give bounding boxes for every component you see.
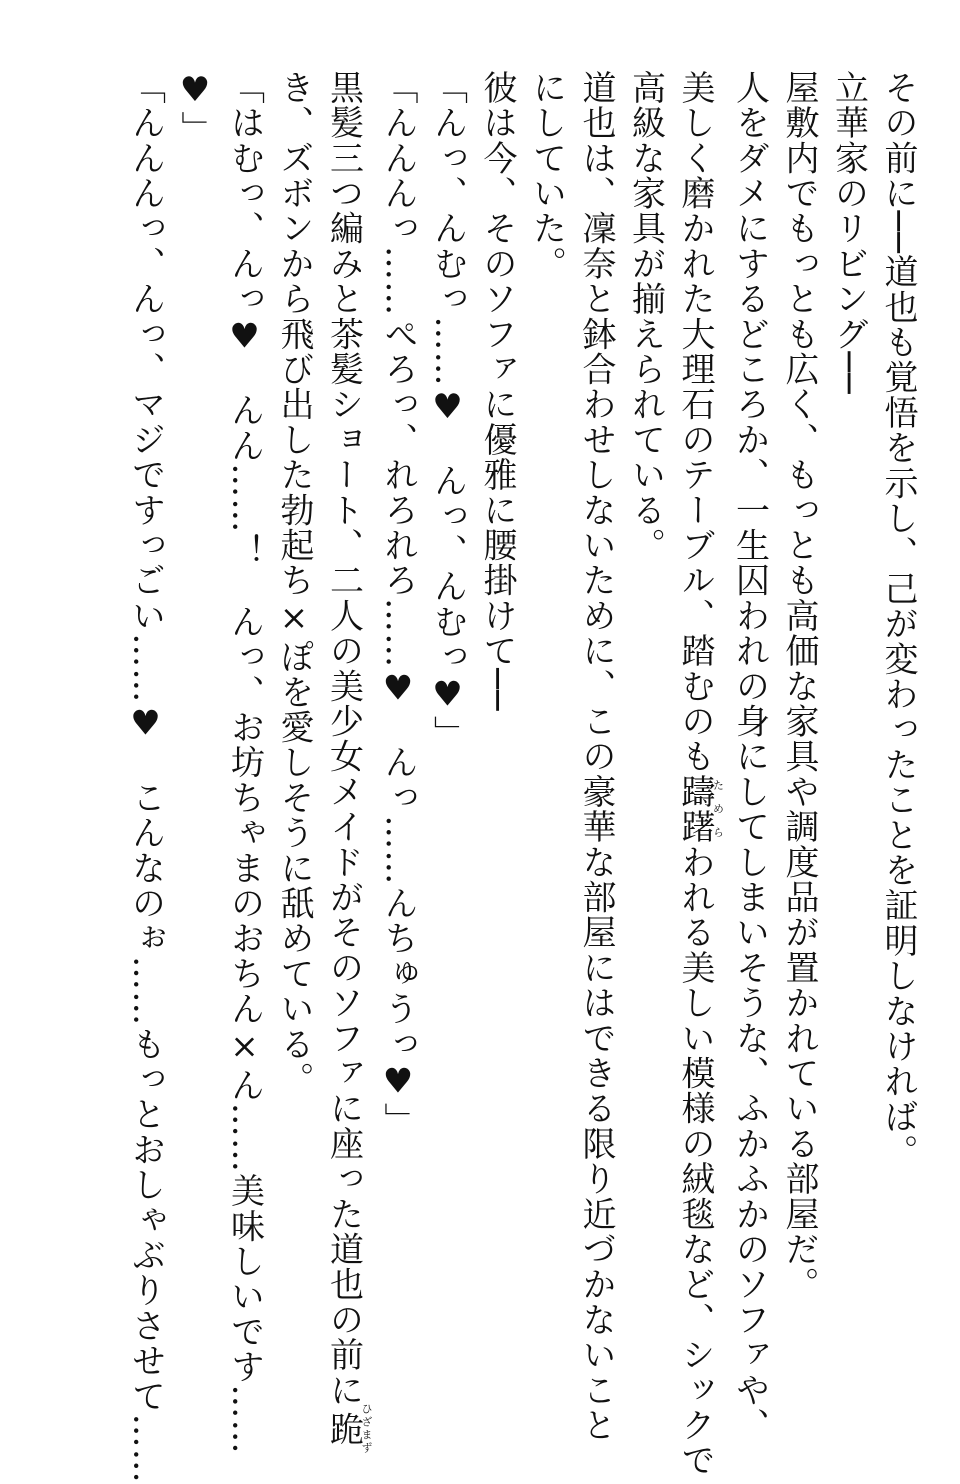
text-segment: われる美しい模様の絨毯など、シックで [675,844,715,1479]
text-line: にしていた。 [526,70,567,282]
text-line: 道也は、凜奈と鉢合わせしないために、この豪華な部屋にはできる限り近づかないこと [576,70,616,1443]
ruby-reading: ためら [711,774,725,845]
ruby-tamera: 躊躇ためら [675,774,725,845]
text-line-with-ruby [318,70,373,1455]
dialogue-line: ♥」 [175,70,215,147]
dialogue-line: 「んっ、んむっ……♥ んっ、んむっ♥」 [427,70,468,751]
text-segment: 美しく磨かれた大理石のテーブル、踏むのも [675,70,715,774]
text-line: 彼は今、そのソファに優雅に腰掛けて── [477,70,517,712]
text-line: 屋敷内でもっとも広く、もっとも高価な家具や調度品が置かれている部屋だ。 [779,70,819,1302]
vertical-text-body [120,70,922,1484]
ruby-hizamazu: 跪ひざまず [323,1402,373,1455]
text-line-with-ruby [670,70,725,1479]
dialogue-line: 「んんんっ……ぺろっ、れろれろ……♥ んっ……んちゅうっ♥」 [378,70,418,1138]
text-line: その前に──道也も覚悟を示し、己が変わったことを証明しなければ。 [878,70,918,1170]
text-line: 人をダメにするどころか、一生囚われの身にしてしまいそうな、ふかふかのソファや、 [729,70,770,1443]
dialogue-line: 「はむっ、んっ♥ んん……！ んっ、お坊ちゃまのおちん×ん……美味しいです…… [224,70,265,1455]
ruby-reading: ひざまず [360,1402,373,1455]
dialogue-line: 「んんんっ、んっ、マジですっごい……♥ こんなのぉ……もっとおしゃぶりさせて…… [125,70,166,1484]
text-line: 立華家のリビング── [828,70,869,395]
text-line: き、ズボンから飛び出した勃起ち×ぽを愛しそうに舐めている。 [274,70,314,1097]
text-line: 高級な家具が揃えられている。 [625,70,666,563]
text-segment: 黒髪三つ編みと茶髪ショート、二人の美少女メイドがそのソファに座った道也の前に [323,70,364,1408]
